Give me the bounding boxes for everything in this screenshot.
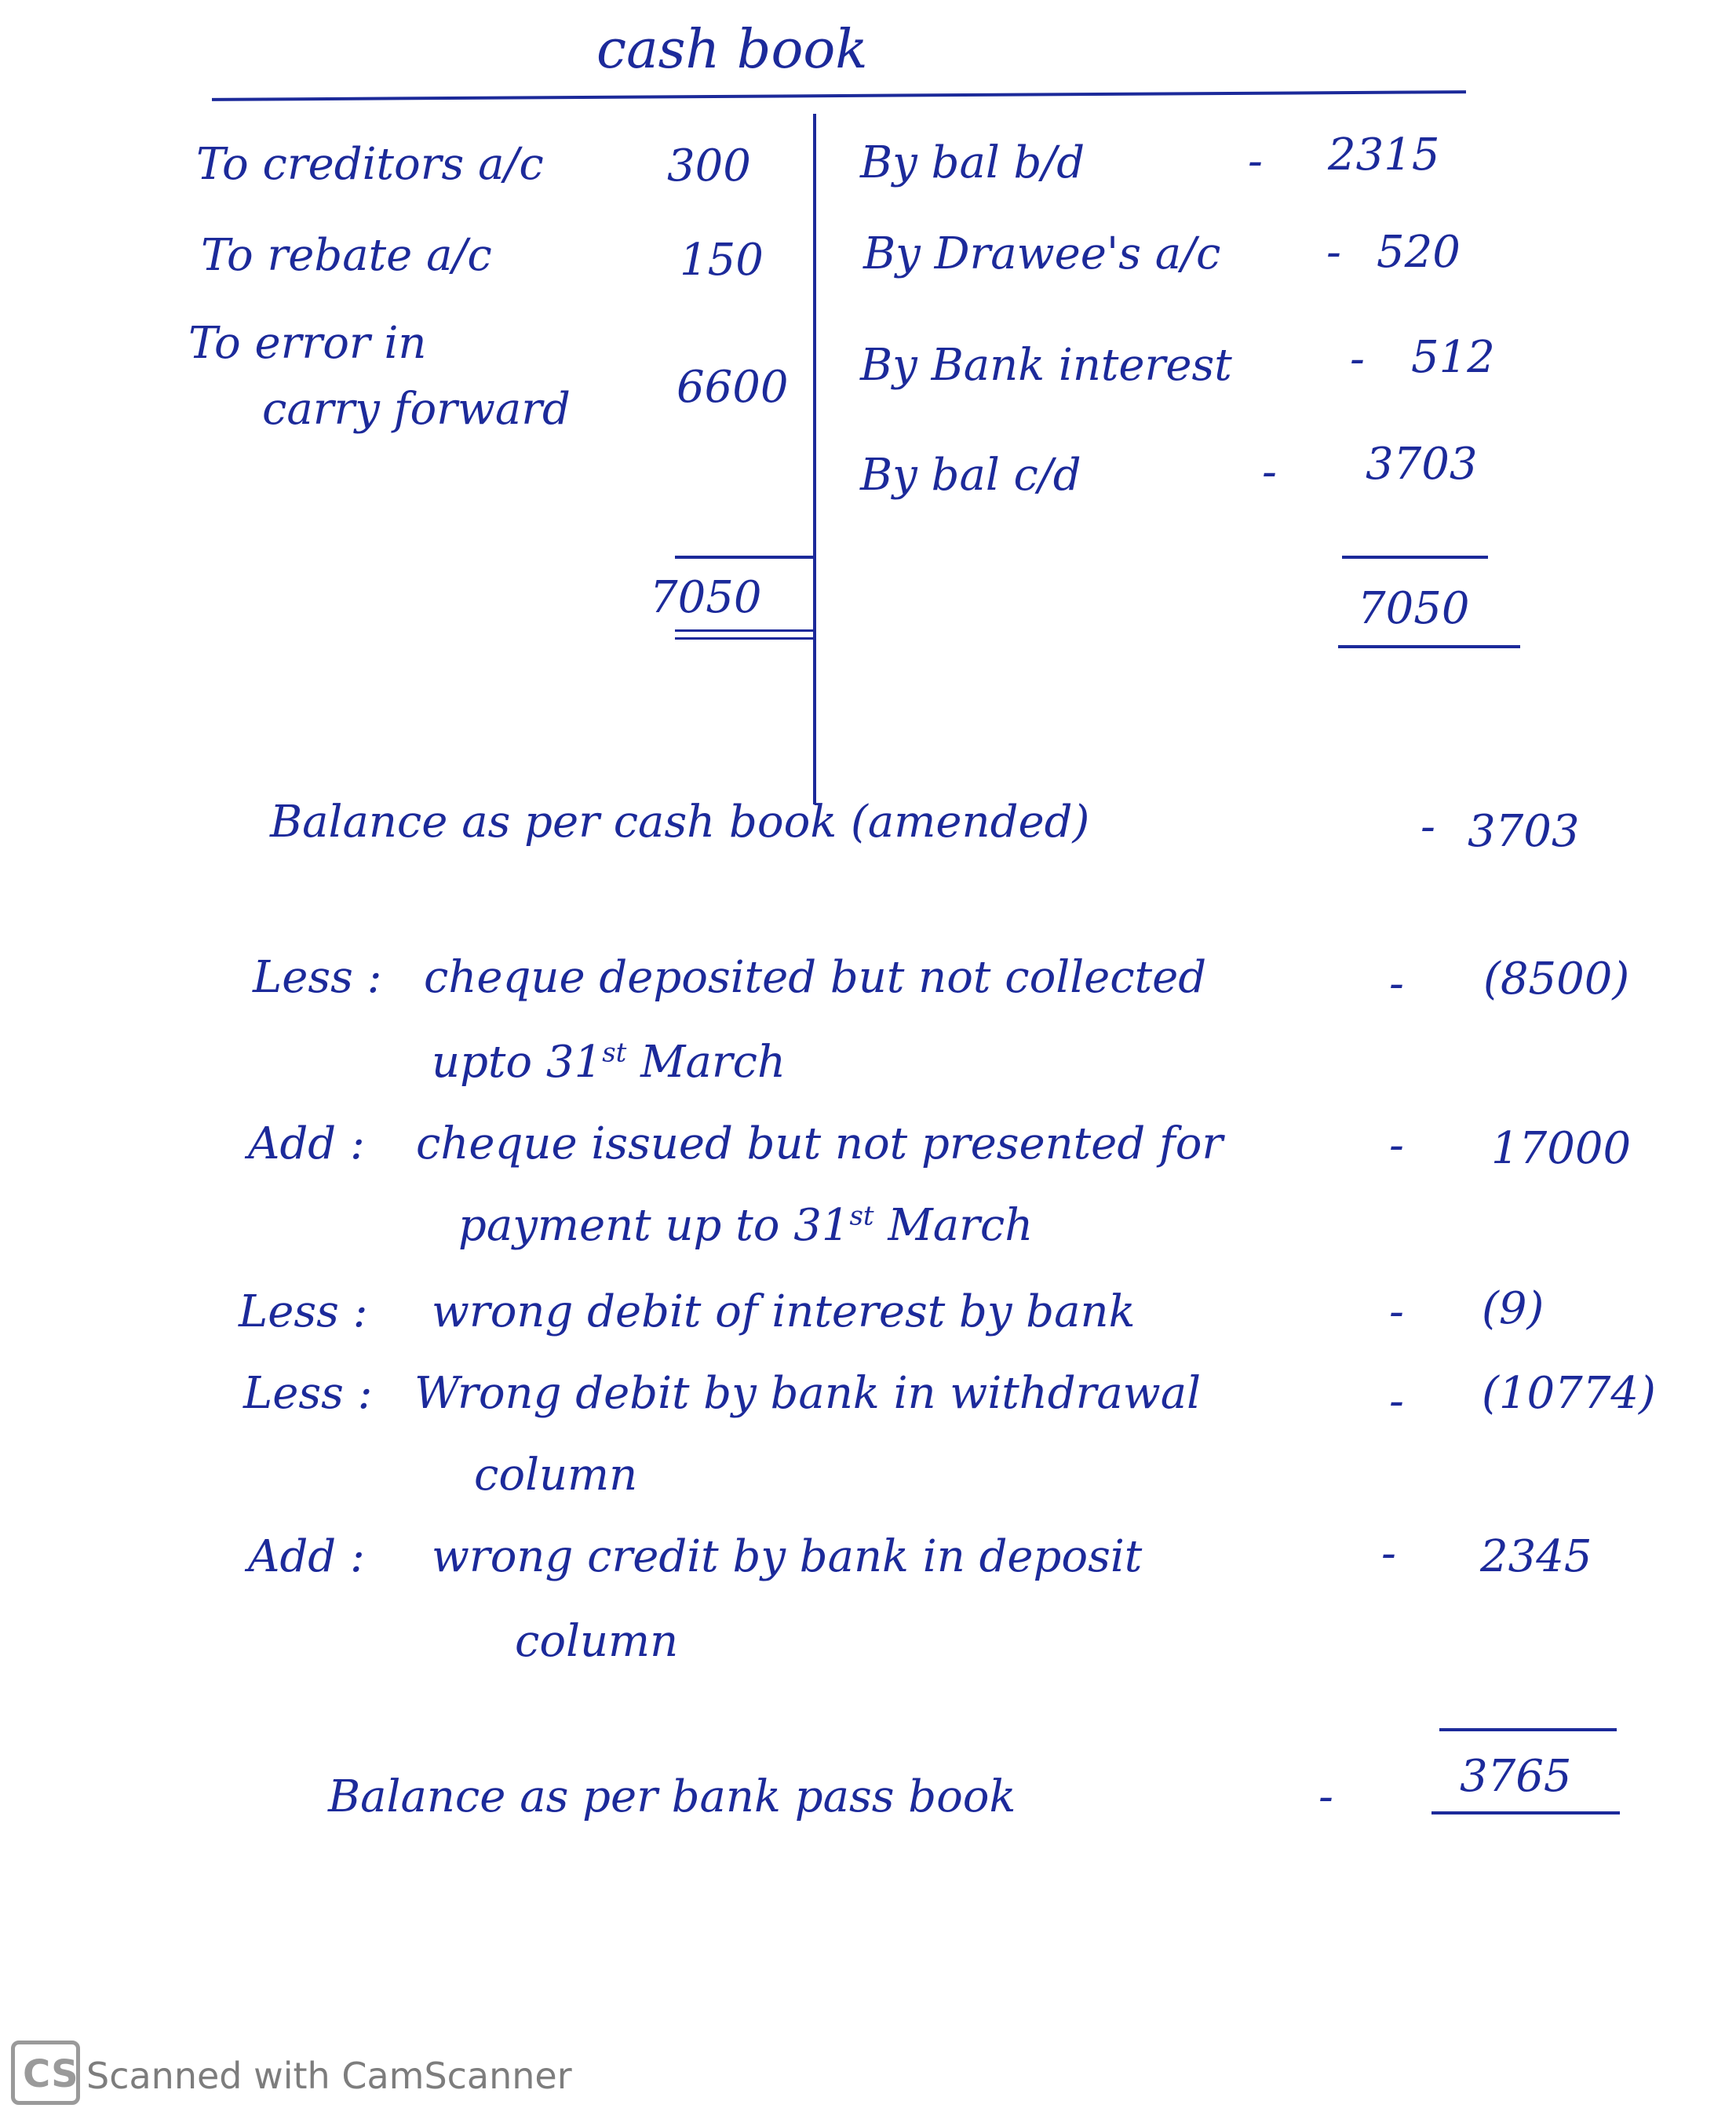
drawee-amount: 520 (1377, 227, 1461, 278)
item-2-line1: cheque issued but not presented for (416, 1118, 1224, 1169)
bank-interest-dash: - (1350, 334, 1365, 385)
item-3-dash: - (1389, 1286, 1404, 1337)
rebate-label: To rebate a/c (201, 230, 492, 281)
error-label-line1: To error in (188, 318, 427, 369)
rebate-amount: 150 (680, 235, 764, 286)
item-5-prefix: Add : (248, 1531, 365, 1582)
cash-book-balance-dash: - (1421, 801, 1435, 852)
creditors-label: To creditors a/c (196, 139, 544, 190)
item-2-line2: payment up to 31st March (458, 1200, 1034, 1251)
bal-cd-label: By bal c/d (860, 450, 1081, 501)
item-4-prefix: Less : (243, 1368, 373, 1419)
creditors-amount: 300 (667, 140, 751, 191)
item-5-dash: - (1381, 1528, 1396, 1579)
item-4-line2: column (474, 1450, 638, 1501)
item-2-amount: 17000 (1491, 1123, 1632, 1174)
page-title: cash book (596, 19, 868, 81)
pass-book-balance-amount: 3765 (1460, 1751, 1572, 1802)
item-3-amount: (9) (1482, 1283, 1545, 1334)
item-4-line1: Wrong debit by bank in withdrawal (414, 1368, 1202, 1419)
item-3-line1: wrong debit of interest by bank (432, 1286, 1136, 1337)
bal-cd-dash: - (1262, 447, 1277, 498)
left-total: 7050 (650, 572, 762, 623)
error-label-line2: carry forward (262, 384, 571, 435)
item-3-prefix: Less : (239, 1286, 368, 1337)
item-4-dash: - (1389, 1376, 1404, 1427)
item-2-dash: - (1389, 1120, 1404, 1171)
left-total-rule-bottom-1 (675, 629, 815, 632)
drawee-dash: - (1326, 227, 1341, 278)
item-1-line2: upto 31st March (432, 1037, 786, 1088)
item-1-prefix: Less : (253, 952, 382, 1003)
bal-bd-label: By bal b/d (860, 137, 1085, 188)
ledger-top-rule (212, 90, 1466, 101)
ledger-divider (813, 114, 816, 804)
item-2-prefix: Add : (248, 1118, 365, 1169)
error-amount: 6600 (677, 362, 789, 413)
item-1-amount: (8500) (1483, 954, 1630, 1005)
item-1-dash: - (1389, 958, 1404, 1009)
bal-cd-amount: 3703 (1366, 439, 1478, 490)
left-total-rule-bottom-2 (675, 637, 815, 640)
item-5-line1: wrong credit by bank in deposit (432, 1531, 1143, 1582)
pass-book-rule-top (1439, 1728, 1617, 1731)
bank-interest-label: By Bank interest (860, 340, 1232, 391)
camscanner-watermark (11, 2041, 572, 2111)
cash-book-balance-amount: 3703 (1468, 806, 1580, 857)
pass-book-balance-label: Balance as per bank pass book (328, 1771, 1016, 1822)
camscanner-logo-text: CS (23, 2052, 78, 2096)
bal-bd-amount: 2315 (1328, 129, 1440, 181)
left-total-rule-top (675, 556, 815, 559)
cash-book-balance-label: Balance as per cash book (amended) (270, 797, 1090, 848)
right-total-rule-bottom (1338, 645, 1520, 648)
item-1-line1: cheque deposited but not collected (424, 952, 1207, 1003)
pass-book-rule-bottom (1431, 1811, 1620, 1814)
item-5-amount: 2345 (1480, 1531, 1592, 1582)
pass-book-balance-dash: - (1318, 1771, 1333, 1822)
item-5-line2: column (515, 1616, 679, 1667)
camscanner-logo (11, 2041, 80, 2105)
camscanner-caption: Scanned with CamScanner (86, 2055, 572, 2097)
drawee-label: By Drawee's a/c (863, 228, 1221, 279)
item-4-amount: (10774) (1482, 1368, 1656, 1419)
bal-bd-dash: - (1248, 136, 1263, 187)
right-total: 7050 (1358, 583, 1470, 634)
bank-interest-amount: 512 (1411, 332, 1495, 383)
right-total-rule-top (1342, 556, 1488, 559)
